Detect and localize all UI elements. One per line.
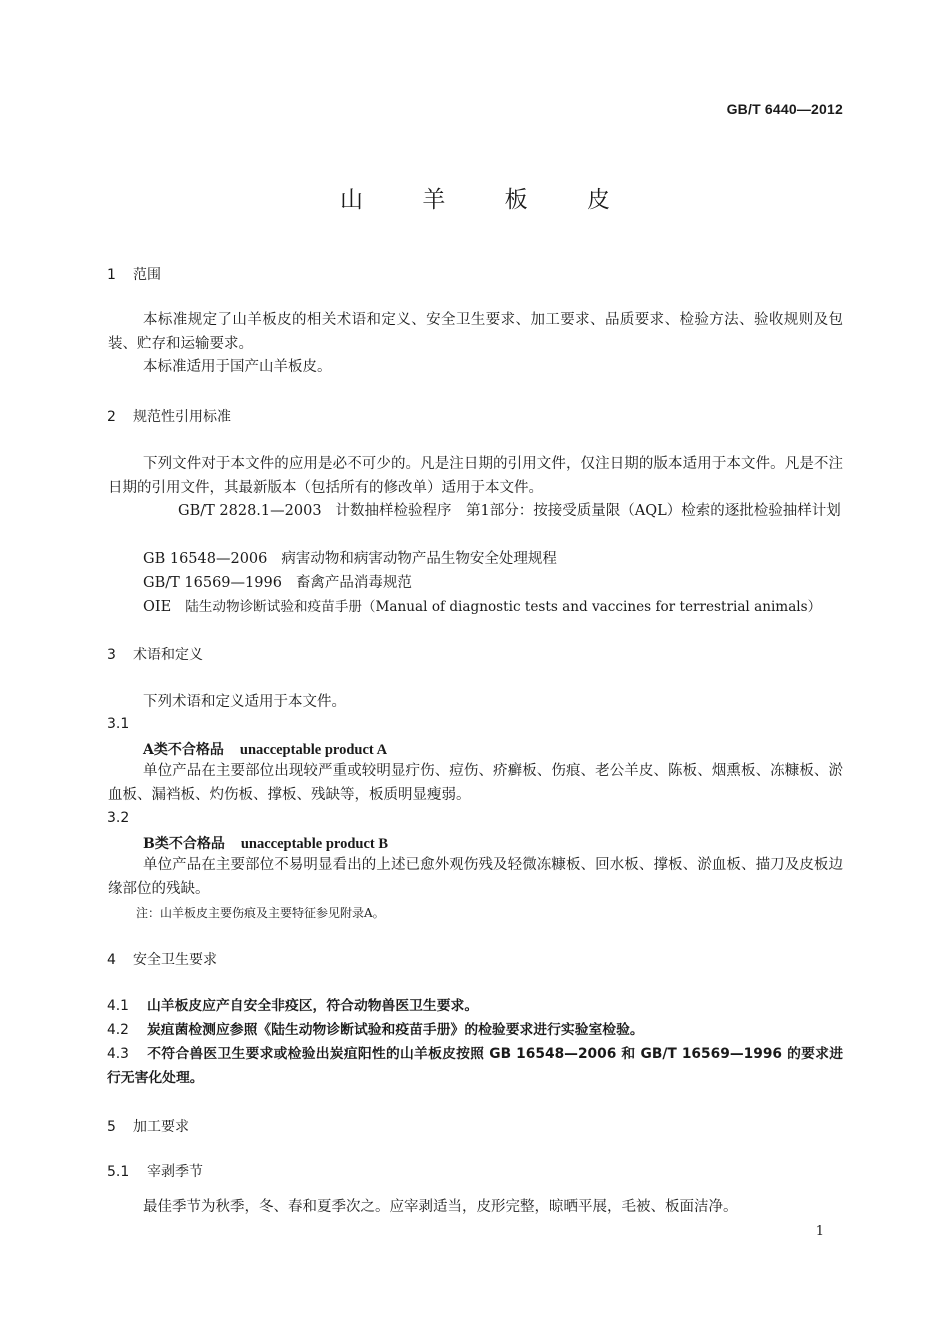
clause-3-2-number: 3.2	[107, 810, 130, 826]
section-title: 安全卫生要求	[133, 952, 217, 968]
clause-4-1	[107, 994, 843, 1018]
reference-item	[143, 547, 557, 568]
reference-code: GB 16548—2006	[143, 551, 268, 567]
definition-3-2: 单位产品在主要部位不易明显看出的上述已愈外观伤残及轻微冻糠板、回水板、撑板、淤血板、描刀及皮板边缘部位的残缺。	[108, 857, 843, 897]
clause-4-2	[107, 1018, 843, 1042]
term-en: unacceptable product A	[239, 742, 388, 758]
section-1-heading	[107, 264, 161, 284]
section-number: 4	[107, 952, 116, 968]
definition-3-1: 单位产品在主要部位出现较严重或较明显疔伤、痘伤、疥癣板、伤痕、老公羊皮、陈板、烟熏板、冻糠板、淤血板、漏裆板、灼伤板、撑板、残缺等，板质明显瘦弱。	[108, 763, 843, 803]
clause-number: 4.2	[107, 1022, 129, 1038]
reference-item	[108, 500, 843, 524]
clause-4-3	[107, 1042, 843, 1090]
section-5-heading	[107, 1116, 189, 1136]
section-number: 5	[107, 1119, 116, 1135]
note: 注：山羊板皮主要伤痕及主要特征参见附录A。	[136, 906, 385, 920]
section-3-intro: 下列术语和定义适用于本文件。	[143, 694, 346, 710]
reference-item	[143, 595, 821, 615]
section-title: 加工要求	[133, 1119, 189, 1135]
term-3-1	[143, 739, 387, 759]
section-title: 规范性引用标准	[133, 409, 231, 425]
standard-code: GB/T 6440—2012	[726, 101, 843, 117]
section-3-heading	[107, 644, 203, 664]
term-en: unacceptable product B	[240, 836, 389, 852]
clause-number: 4.1	[107, 998, 129, 1014]
section-title: 术语和定义	[133, 647, 203, 663]
term-3-2	[143, 833, 388, 853]
term-zh: A类不合格品	[143, 742, 224, 758]
section-2-heading	[107, 406, 231, 426]
clause-3-1-number: 3.1	[107, 716, 130, 732]
section-1-paragraph-2: 本标准适用于国产山羊板皮。	[143, 359, 332, 375]
clause-text: 山羊板皮应产自安全非疫区，符合动物兽医卫生要求。	[147, 998, 479, 1014]
clause-text: 炭疽菌检测应参照《陆生动物诊断试验和疫苗手册》的检验要求进行实验室检验。	[147, 1022, 644, 1038]
section-number: 2	[107, 409, 116, 425]
section-number: 1	[107, 267, 116, 283]
section-number: 3	[107, 647, 116, 663]
clause-title: 宰剥季节	[147, 1164, 203, 1180]
clause-text: 不符合兽医卫生要求或检验出炭疽阳性的山羊板皮按照 GB 16548—2006 和 GB/T 16569—1996 的要求进行无害化处理。	[107, 1046, 843, 1086]
clause-5-1-text: 最佳季节为秋季，冬、春和夏季次之。应宰剥适当，皮形完整，晾晒平展，毛被、板面洁净。	[143, 1199, 738, 1215]
clause-number: 5.1	[107, 1164, 130, 1180]
reference-code: GB/T 16569—1996	[143, 575, 282, 591]
clause-5-1-heading	[107, 1161, 203, 1181]
clause-number: 4.3	[107, 1046, 129, 1062]
term-zh: B类不合格品	[143, 836, 225, 852]
section-title: 范围	[133, 267, 161, 283]
reference-code: OIE	[143, 599, 172, 615]
document-title: 山 羊 板 皮	[340, 187, 636, 213]
section-4-heading	[107, 949, 217, 969]
reference-item	[143, 571, 412, 592]
reference-title: 陆生动物诊断试验和疫苗手册（Manual of diagnostic tests and vaccines for terrestrial animals）	[185, 599, 822, 615]
page-number: 1	[815, 1224, 824, 1239]
reference-title: 畜禽产品消毒规范	[295, 575, 412, 591]
section-2-paragraph-1: 下列文件对于本文件的应用是必不可少的。凡是注日期的引用文件，仅注日期的版本适用于本文件。凡是不注日期的引用文件，其最新版本（包括所有的修改单）适用于本文件。	[108, 456, 843, 496]
section-1-paragraph-1: 本标准规定了山羊板皮的相关术语和定义、安全卫生要求、加工要求、品质要求、检验方法、验收规则及包装、贮存和运输要求。	[108, 312, 843, 352]
reference-title: 计数抽样检验程序 第1部分：按接受质量限（AQL）检索的逐批检验抽样计划	[335, 503, 841, 519]
reference-code: GB/T 2828.1—2003	[178, 503, 322, 519]
reference-title: 病害动物和病害动物产品生物安全处理规程	[281, 551, 557, 567]
